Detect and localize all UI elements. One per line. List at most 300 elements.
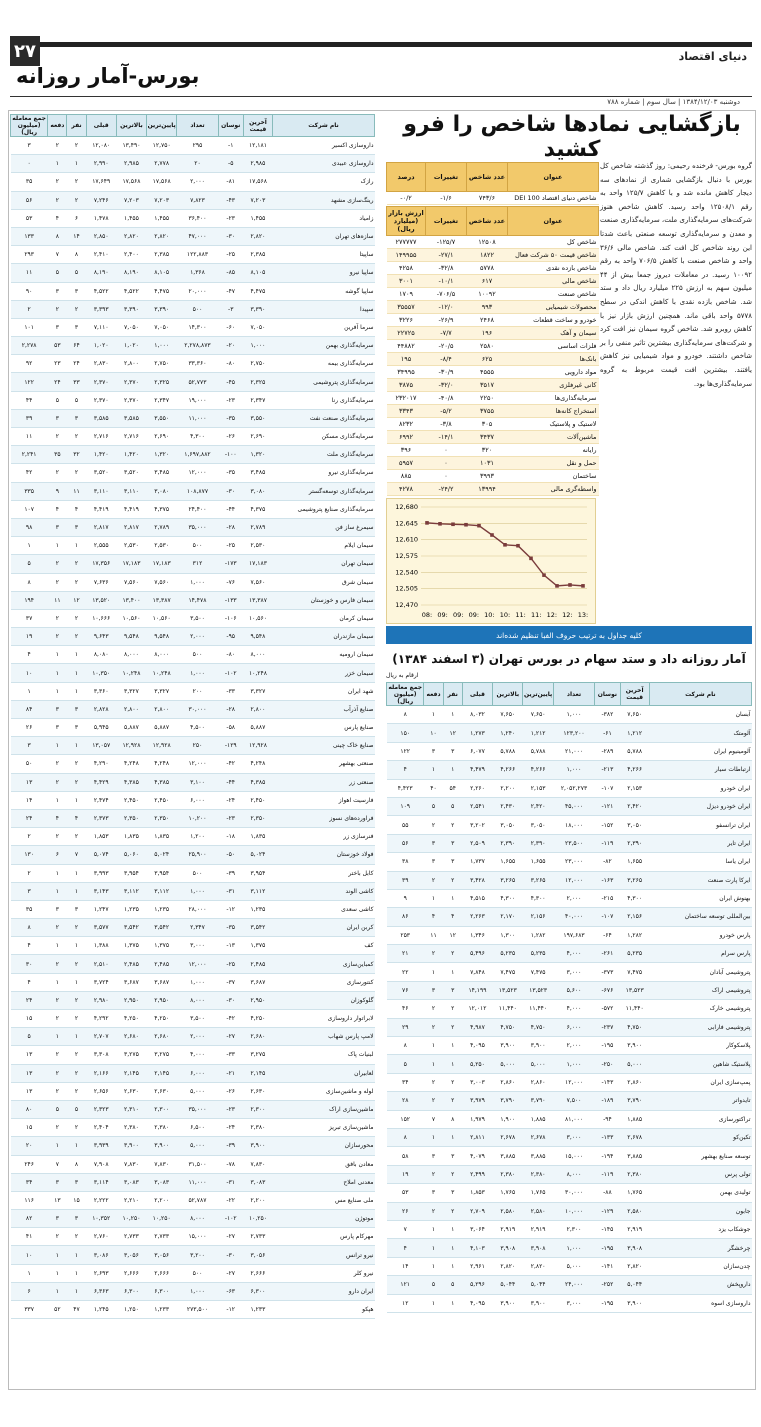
table-cell: ۱۰,۲۵۰ [243,1210,272,1228]
table-cell: ۲۵۸۰ [467,340,508,353]
stock-name: کابل باختر [273,864,375,882]
stock-name: نیرو کلر [273,1264,375,1282]
table-cell: ۵,۷۸۸ [523,742,553,760]
table-cell: ۲,۳۸۵ [147,246,177,264]
table-cell: ۳۸ [387,853,424,871]
table-cell: ۱ [443,1257,462,1275]
table-row [387,1220,752,1238]
stock-name: لامپ پارس شهاب [273,1028,375,1046]
table-cell: ۲,۲۷۸ [11,337,48,355]
table-cell: ۱۱ [67,482,86,500]
table-cell: ۲ [67,755,86,773]
table-cell: ۲ [67,628,86,646]
table-cell: ۵,۰۰۰ [493,1055,523,1073]
dei-index-body [387,192,599,205]
y-tick-label: 12,575 [395,552,418,560]
table-cell: -۱۲۹ [595,1202,620,1220]
table-cell: ۱,۸۳۵ [147,828,177,846]
table-row [11,373,375,391]
table-cell: ۲۴۶ [11,1155,48,1173]
table-cell: ۱۰ [424,724,443,742]
masthead-bar [40,42,752,47]
table-cell: ۴,۰۷۹ [462,1147,492,1165]
table-cell: ۴ [424,908,443,926]
table-cell: ۱,۹۷۹ [462,1110,492,1128]
table-cell: ۴,۲۶۶ [493,761,523,779]
data-point [581,584,585,588]
table-cell: ۵۵ [387,816,424,834]
table-cell: ۱ [48,1246,67,1264]
market-index-table [386,206,599,496]
table-cell: ۳ [67,719,86,737]
table-cell: ۳ [443,834,462,852]
table-cell: ۳۰ [11,955,48,973]
table-cell: ۳,۰۰۰ [553,1128,594,1146]
stock-name: سیمان کرمان [273,609,375,627]
table-cell: ۹۸ [11,518,48,536]
table-cell: ۳۲ [67,446,86,464]
table-cell: ۳۳۷ [11,1301,48,1319]
stock-name: مهرکام پارس [273,1228,375,1246]
column-header: دفعه [424,683,443,706]
table-cell: ۳,۰۵۰ [493,816,523,834]
table-cell: ۲,۶۶۶ [243,1264,272,1282]
table-row [11,700,375,718]
table-cell: ۲,۷۰۹ [462,1202,492,1220]
table-cell: ۱,۸۳۵ [243,828,272,846]
table-row [387,871,752,889]
table-cell: ۵,۲۳۵ [523,945,553,963]
table-cell: ۱۰,۵۶۰ [243,609,272,627]
table-cell: ۸,۱۹۰ [86,264,116,282]
data-point [529,557,533,561]
stock-name: پتروشیمی آبادان [649,963,751,981]
table-row [11,282,375,300]
table-cell: -۱۰۲ [218,1210,243,1228]
table-cell: ۳ [443,1147,462,1165]
table-cell: ۳,۰۸۳ [147,1173,177,1191]
table-cell: ۱۳ [11,1064,48,1082]
table-cell: ۲,۱۵۳ [620,779,649,797]
y-tick-label: 12,680 [395,503,418,511]
table-cell: ۲,۳۸۰ [147,1119,177,1137]
table-cell: ۳,۲۰۰ [177,1246,218,1264]
table-row [11,246,375,264]
table-row [11,1100,375,1118]
table-cell: ۴,۴۲۳ [387,779,424,797]
table-cell: ۱,۴۵۵ [243,209,272,227]
table-cell: ۲,۹۱۹ [493,1220,523,1238]
table-cell: -۶۷۶ [595,981,620,999]
table-cell: ۲,۳۷۰ [86,373,116,391]
table-cell: -۲۸ [218,518,243,536]
table-cell: -۱۲۱ [595,797,620,815]
table-cell: ۱,۲۳۳ [243,1301,272,1319]
table-cell: -۲۶۱ [595,945,620,963]
stock-name: جوشکاب یزد [649,1220,751,1238]
table-cell: ۳,۹۵۴ [147,864,177,882]
table-row [11,937,375,955]
stock-name: سیمان شرق [273,573,375,591]
table-cell: ۷ [67,846,86,864]
table-row [11,664,375,682]
table-cell: ۲,۸۲۰ [493,1257,523,1275]
column-header: قبلی [86,115,116,137]
table-cell: ۳ [48,1210,67,1228]
table-cell: ۱۳,۳۸۷ [243,591,272,609]
table-cell: ۳,۱۱۰ [86,482,116,500]
table-cell: ۵,۲۵۰ [462,1055,492,1073]
table-cell: ۹ [387,889,424,907]
table-cell: ۲,۸۶۰ [620,1073,649,1091]
stock-name: تولی پرس [649,1165,751,1183]
column-header: آخرین قیمت [243,115,272,137]
table-cell: ۲,۱۴۵ [116,1064,146,1082]
table-cell: ۵۰۰ [177,864,218,882]
table-cell: ۲ [424,1000,443,1018]
table-cell: ۱ [48,937,67,955]
table-row [11,1264,375,1282]
table-cell: ۲,۸۱۱ [462,1128,492,1146]
table-cell: ۲,۲۰۰ [243,1191,272,1209]
table-cell: ۱۲ [443,926,462,944]
table-cell: ۴۴ [11,391,48,409]
table-cell: ۴,۳۰۰ [620,889,649,907]
table-cell: ۸ [11,919,48,937]
table-cell: ۳,۲۶۵ [493,871,523,889]
table-cell: ۴۱ [11,1228,48,1246]
stock-name: مواد دارویی [508,366,599,379]
table-cell: ۱۲۱ [387,1276,424,1294]
table-cell: ۱,۰۰۰ [177,882,218,900]
table-cell: ۱,۳۰۰ [493,926,523,944]
table-cell: ۱,۴۵۵ [147,209,177,227]
table-row [387,405,599,418]
table-cell: ۱,۶۵۵ [493,853,523,871]
table-cell: ۸,۰۰۰ [177,1210,218,1228]
stock-name: ماشین‌سازی اراک [273,1100,375,1118]
table-cell: ۱,۰۰۰ [177,573,218,591]
table-cell: -۱۲/۰ [426,301,467,314]
table-cell: ۱۳ [48,1191,67,1209]
table-cell: ۲,۶۶۶ [116,1264,146,1282]
table-cell: ۱۹۴ [11,591,48,609]
table-cell: ۲ [67,464,86,482]
table-cell: ۲,۲۷۸,۸۷۳ [177,337,218,355]
x-tick-label: 09: [452,611,464,619]
table-cell: ۱۰,۲۴۸ [116,664,146,682]
table-cell: ۵,۸۸۷ [116,719,146,737]
table-cell: ۲۴,۰۰۰ [553,1276,594,1294]
table-cell: ۴,۴۷۵ [147,282,177,300]
table-cell: ۵۳ [11,209,48,227]
stock-name: تولیدی بهمن [649,1184,751,1202]
table-cell: ۷,۴۷۵ [523,963,553,981]
table-cell: ۲,۵۴۱ [462,797,492,815]
table-cell: -۳۳ [218,682,243,700]
table-cell: ۲,۴۸۵ [147,955,177,973]
table-cell: ۲,۹۱۹ [620,1220,649,1238]
table-cell: ۲,۲۰۰ [493,779,523,797]
table-cell: ۲,۸۰۰ [116,355,146,373]
table-cell: ۲,۵۳۰ [243,537,272,555]
table-cell: ۳,۳۹۰ [116,300,146,318]
table-cell: ۸,۰۰۰ [243,646,272,664]
table-cell: ۳,۹۵۴ [243,864,272,882]
table-cell: ۱,۰۰۰ [553,706,594,724]
table-cell: ۱۰۰۹۲ [467,288,508,301]
table-cell: ۵,۰۶۰ [116,846,146,864]
data-point [451,522,455,526]
table-cell: ۱۵ [11,1010,48,1028]
table-cell: ۲ [424,1165,443,1183]
table-cell: ۱ [443,1055,462,1073]
table-row [11,628,375,646]
table-cell: ۲۷۷۷۷۷ [387,236,426,249]
table-cell: ۱۲,۰۰۰ [177,464,218,482]
article-text: گروه بورس- فرخنده رحیمی: روز گذشته شاخص کل بورس با دنبال بازگشایی شماری از نمادهای سه دیجار کاهش مانده شد و با کاهش ۱۲۵/۷ واحد به رقم ۱۲۵۰۸/۱ واحد رسید. کاهش شاخص هنوز شرکت‌های سرمایه‌گذاری ملت، سرمایه‌گذاری صنعت و معدن و سرمایه‌گذاری توسعه صنعتی باعث شدتا این روند شاخص کل افت کند. شاخص مالی ۳۶/۶ واحد و شاخص صنعت با کاهش ۷۰۶/۵ واحد به رقم ۱۰۰۹۲ رسید. در معاملات دیروز جمعا بیش از ۴۴ میلیون سهم به ارزش ۲۲۵ میلیارد ریال داد و ستد شد. شاخص بازده نقدی با کاهش اندکی در سطح ۵۷۷۸ واحد باقی ماند. همچنین ارزش بازار نیز با کاهش روبرو شد. شاخص گروه سیمان نیز افت کرد و شرکت‌های سرمایه‌گذاری بیشترین تاثیر منفی را بر شاخص داشتند. خودرو و مواد شیمیایی نیز کاهش یافتند. بیشترین افت قیمت مربوط به گروه سرمایه‌گذاری‌ها بود. [600,162,753,388]
table-cell: ۳۰۵ [467,418,508,431]
table-row [387,353,599,366]
table-cell: ۲ [67,919,86,937]
table-cell: ۱ [443,963,462,981]
table-cell: -۴۰/۸ [426,392,467,405]
table-cell: ۷,۴۷۵ [620,963,649,981]
stock-name: کاشی سعدی [273,900,375,918]
table-row [11,719,375,737]
table-row [11,755,375,773]
table-cell: ۳ [67,409,86,427]
table-cell: ۴۰ [424,779,443,797]
trading-table-title: آمار روزانه داد و ستد سهام در بورس تهران (۳ اسفند ۱۳۸۴) [392,652,746,666]
table-cell: ۱,۴۵۵ [116,209,146,227]
table-cell: ۱ [67,1264,86,1282]
table-cell: ۲,۹۵۰ [243,991,272,1009]
table-cell: ۱۷,۱۸۳ [243,555,272,573]
table-cell: ۲ [67,1046,86,1064]
table-row [11,482,375,500]
table-cell: ۱۱,۰۰۰ [177,1173,218,1191]
table-cell: ۴,۴۲۹ [86,773,116,791]
table-row [11,882,375,900]
table-cell: ۱ [443,1239,462,1257]
table-cell: -۷۸ [218,1155,243,1173]
table-cell: ۵,۰۲۴ [243,846,272,864]
table-cell: ۴۷ [67,1301,86,1319]
table-cell: ۱۹ [11,628,48,646]
x-tick-label: 13: [577,611,589,619]
table-row [387,457,599,470]
right-table-header [387,683,752,706]
table-cell: ۱,۰۰۰ [553,1239,594,1257]
table-cell: ۳۴ [387,1073,424,1091]
table-cell: ۲ [48,1119,67,1137]
table-cell: -۱۴۱ [595,1257,620,1275]
table-row [11,682,375,700]
table-cell: ۴,۳۸۵ [243,773,272,791]
table-cell: ۱۲,۰۰۰ [553,1073,594,1091]
table-cell: -۲۱ [218,1064,243,1082]
stock-name: حمل و نقل [508,457,599,470]
table-cell: ۲,۴۳۰ [493,797,523,815]
table-cell: ۴ [11,646,48,664]
table-cell: ۱,۳۷۵ [243,937,272,955]
table-cell: -۳۰ [218,1246,243,1264]
table-cell: ۸۰ [11,1100,48,1118]
table-cell: ۴۵,۰۰۰ [553,797,594,815]
table-cell: ۳,۷۹۰ [620,1092,649,1110]
table-cell: -۱۹۴ [595,1147,620,1165]
x-tick-label: 09: [468,611,480,619]
table-cell: ۲,۰۰۰ [553,889,594,907]
table-cell: ۳,۸۸۵ [493,1147,523,1165]
table-row [11,773,375,791]
table-cell: ۴,۷۵۰ [493,1018,523,1036]
table-cell: ۱,۲۴۷ [86,900,116,918]
stock-name: رازک [273,173,375,191]
table-cell: ۶,۳۶۳ [86,1282,116,1300]
table-cell: ۳,۰۵۶ [243,1246,272,1264]
table-cell: ۳,۱۱۰ [116,482,146,500]
table-cell: ۲,۳۹۰ [620,834,649,852]
table-row [11,828,375,846]
table-cell: ۲,۲۰۰ [147,1191,177,1209]
table-cell: ۵,۰۷۴ [86,846,116,864]
table-row [11,337,375,355]
table-cell: ۱۲,۹۲۸ [243,737,272,755]
table-cell: ۲ [48,1064,67,1082]
table-cell: ۲,۶۳۰ [116,1082,146,1100]
stock-name: استخراج کانه‌ها [508,405,599,418]
table-cell: ۶,۵۰۰ [177,1119,218,1137]
table-cell: -۳۰ [218,227,243,245]
table-cell: ۲,۸۰۰ [243,700,272,718]
table-cell: -۴۲ [218,1010,243,1028]
table-cell: ۲,۳۰۰ [147,1100,177,1118]
table-cell: ۳,۶۸۷ [116,973,146,991]
table-cell: ۲,۸۱۷ [86,518,116,536]
table-cell: ۳ [67,700,86,718]
table-cell: ۲,۷۸۹ [243,518,272,536]
table-cell: ۱۰,۵۶۰ [147,609,177,627]
table-cell: ۷,۶۵۰ [523,706,553,724]
table-cell: ۷,۶۵۰ [493,706,523,724]
table-row [387,1037,752,1055]
table-cell: ۲,۰۰۰ [177,628,218,646]
table-cell: ۷ [48,1155,67,1173]
table-cell: ۲ [67,609,86,627]
table-cell: ۳,۴۸۵ [243,464,272,482]
table-cell: ۴,۴۱۹ [86,500,116,518]
table-cell: ۷,۸۳۰ [147,1155,177,1173]
table-cell: ۱,۰۰۰ [147,337,177,355]
table-cell: ۱۰,۲۵۰ [147,1210,177,1228]
table-cell: ۵۹۵۷ [387,457,426,470]
table-cell: ۴,۰۰۰ [177,1046,218,1064]
table-cell: ۱۵ [11,1119,48,1137]
table-cell: ۲,۶۹۰ [147,428,177,446]
table-cell: ۵,۷۸۸ [493,742,523,760]
table-cell: ۱ [424,1257,443,1275]
table-cell: ۲ [48,1046,67,1064]
table-cell: ۲,۳۲۵ [147,373,177,391]
table-cell: ۳,۹۰۰ [620,1037,649,1055]
table-cell: ۳,۵۲۰ [116,464,146,482]
table-cell: ۴ [387,1239,424,1257]
table-row [387,945,752,963]
table-row [387,483,599,496]
column-header: تغییرات [426,163,467,192]
table-cell: ۱۴۹۹۵۵ [387,249,426,262]
table-cell: ۲,۵۵۵ [86,537,116,555]
table-cell: ۲,۰۰۰ [177,1028,218,1046]
table-cell: ۵ [424,1276,443,1294]
dei-index-table [386,162,599,205]
table-cell: -۸۸ [595,1184,620,1202]
table-cell: ۲۳,۵۰۰ [553,834,594,852]
table-cell: ۱,۷۶۵ [620,1184,649,1202]
table-cell: ۱۲,۰۸۰ [86,137,116,155]
table-cell: ۱۵۲ [387,1110,424,1128]
table-cell: ۱۳ [11,773,48,791]
table-cell: ۴,۵۲۲ [86,282,116,300]
table-cell: ۳ [11,137,48,155]
table-cell: ۲,۴۷۴ [86,791,116,809]
table-cell: ۱ [67,1137,86,1155]
table-row [387,853,752,871]
data-point [477,524,481,528]
table-cell: ۲,۰۵۲,۲۷۳ [553,779,594,797]
table-cell: ۸,۱۰۵ [147,264,177,282]
table-cell: -۳۱ [218,882,243,900]
table-cell: ۱ [67,537,86,555]
table-cell: ۲,۴۵۰ [116,791,146,809]
stock-name: معدنی املاح [273,1173,375,1191]
table-cell: ۸ [387,1037,424,1055]
table-cell: -۲۷ [218,1264,243,1282]
table-cell: ۱ [48,646,67,664]
stock-name: صنایع خاک چینی [273,737,375,755]
table-cell: ۵,۰۰۰ [620,1055,649,1073]
table-cell: ۳۰,۰۰۰ [553,1184,594,1202]
table-cell: ۴۲۵۸ [387,262,426,275]
table-cell: ۲,۷۳۳ [243,1228,272,1246]
table-cell: ۲,۷۵۰ [243,355,272,373]
table-cell: ۵۲,۷۷۳ [177,373,218,391]
table-cell: ۳,۰۵۶ [116,1246,146,1264]
table-cell: ۳,۳۲۷ [116,682,146,700]
y-tick-label: 12,470 [395,601,418,609]
table-cell: ۸۴ [11,700,48,718]
table-cell: ۰ [426,444,467,457]
table-cell: ۲,۵۸۰ [620,1202,649,1220]
table-cell: -۴۴ [218,500,243,518]
table-cell: ۱۰۹ [387,797,424,815]
table-cell: ۵,۷۸۸ [620,742,649,760]
stock-name: تکین‌کو [649,1128,751,1146]
table-row [387,1092,752,1110]
table-cell: ۱,۲۵۰ [116,1301,146,1319]
table-cell: ۳,۰۶۴ [462,1220,492,1238]
table-row [387,192,599,205]
stock-name: ماشین‌آلات [508,431,599,444]
table-cell: ۳,۵۴۲ [243,919,272,937]
table-row [387,1257,752,1275]
title-divider [10,96,752,97]
table-row [11,1046,375,1064]
table-cell: ۲ [424,1073,443,1091]
table-cell: ۲,۸۲۸ [86,700,116,718]
